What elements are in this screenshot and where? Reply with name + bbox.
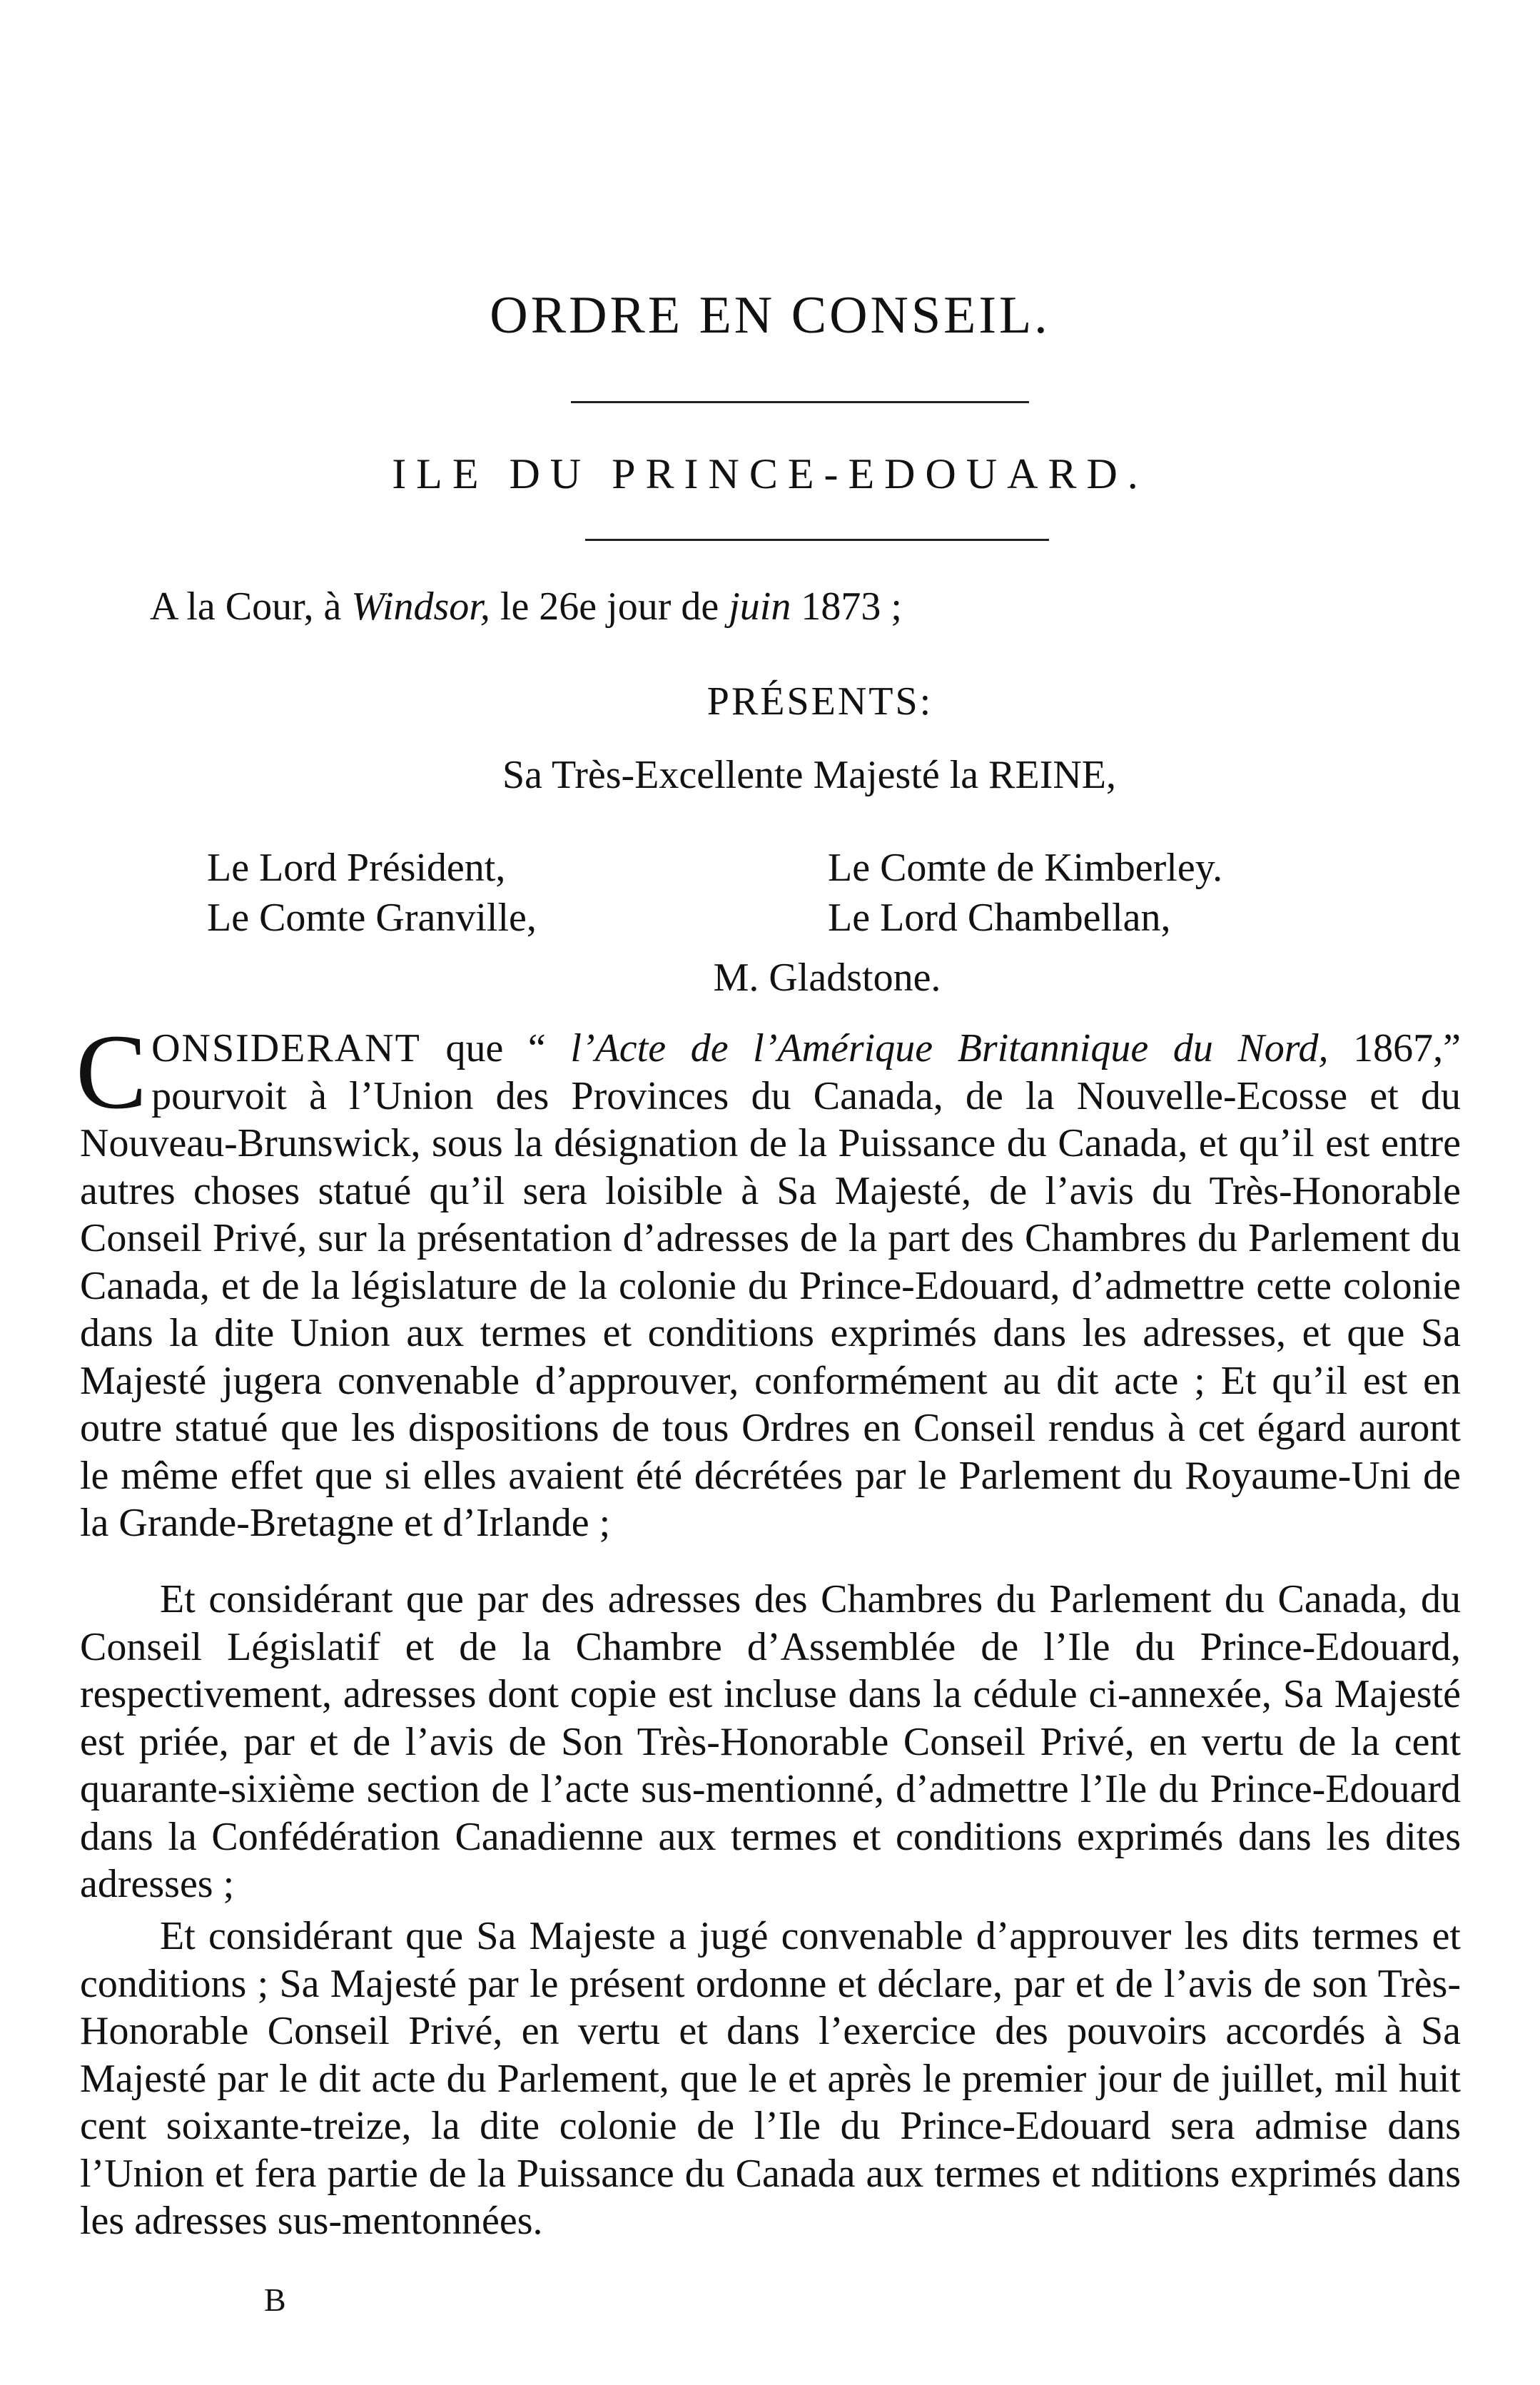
para1-rest: 1867,” pourvoit à l’Union des Provinces du Canada, de la Nouvelle-Ecosse et du Nouveau-Brunswick, sous la désignation de la Puissance du Canada, et qu’il est entre autres choses statué qu’il sera loisible à Sa Majesté, de l’avis du Très-Honorable Conseil Privé, sur la présentation d’adresses de la part des Chambres du Parlement du Canada, et de la législature de la colonie du Prince-Edouard, d’admettre cette colonie dans la dite Union aux termes et conditions exprimés dans les adresses, et que Sa Majesté jugera convenable d’approuver, conformément au dit acte ; Et qu’il est en outre statué que les dispositions de tous Ordres en Conseil rendus à cet égard auront le même effet que si elles avaient été décrétées par le Parlement du Royaume-Uni de la Grande-Bretagne et d’Irlande ; [80,1026,1462,1545]
subtitle-divider [585,539,1049,541]
presents-heading: PRÉSENTS: [706,679,933,724]
court-place: Windsor, [351,584,490,629]
paragraph-adresses: Et considérant que par des adresses des Chambres du Parlement du Canada, du Conseil Législatif et de la Chambre d’Assemblée de l’Ile du Prince-Edouard, respectivement, adresses dont copie est incluse dans la cédule ci-annexée, Sa Majesté est priée, par et de l’avis de Son Très-Honorable Conseil Privé, en vertu de la cent quarante-sixième section de l’acte sus-mentionné, d’admettre l’Ile du Prince-Edouard dans la Confédération Canadienne aux termes et conditions exprimés dans les dites adresses ; [80,1577,1461,1906]
court-month: juin [729,584,791,629]
attendee-gladstone: M. Gladstone. [713,956,941,1000]
attendee-comte-granville: Le Comte Granville, [207,896,537,940]
drop-cap: C [76,1013,148,1131]
signature-mark: B [264,2282,286,2318]
document-subtitle: ILE DU PRINCE-EDOUARD. [392,450,1148,497]
court-line [150,585,902,629]
attendee-lord-president: Le Lord Président, [207,846,506,890]
paragraph-ordonne: Et considérant que Sa Majeste a jugé convenable d’approuver les dits termes et conditions ; Sa Majesté par le présent ordonne et déclare, par et de l’avis de son Très-Honorable Conseil Privé, en vertu et dans l’exercice des pouvoirs accordés à Sa Majesté par le dit acte du Parlement, que le et après le premier jour de juillet, mil huit cent soixante-treize, la dite colonie de l’Ile du Prince-Edouard sera admise dans l’Union et fera partie de la Puissance du Canada aux termes et nditions exprimés dans les adresses sus-mentonnées. [80,1914,1461,2243]
court-year: 1873 ; [791,584,902,629]
court-prefix: A la Cour, à [150,584,352,629]
attendee-comte-kimberley: Le Comte de Kimberley. [828,846,1223,890]
queen-line: Sa Très-Excellente Majesté la REINE, [502,753,1116,797]
court-mid: le 26e jour de [490,584,729,629]
document-title: ORDRE EN CONSEIL. [490,286,1050,345]
first-word: ONSIDERANT [151,1026,421,1070]
act-title: l’Acte de l’Amérique Britannique du Nord, [570,1026,1329,1070]
para1-pre: que “ [420,1026,571,1070]
title-divider [571,401,1029,403]
paragraph-considerant [76,1013,1462,1547]
attendee-lord-chambellan: Le Lord Chambellan, [828,896,1171,940]
